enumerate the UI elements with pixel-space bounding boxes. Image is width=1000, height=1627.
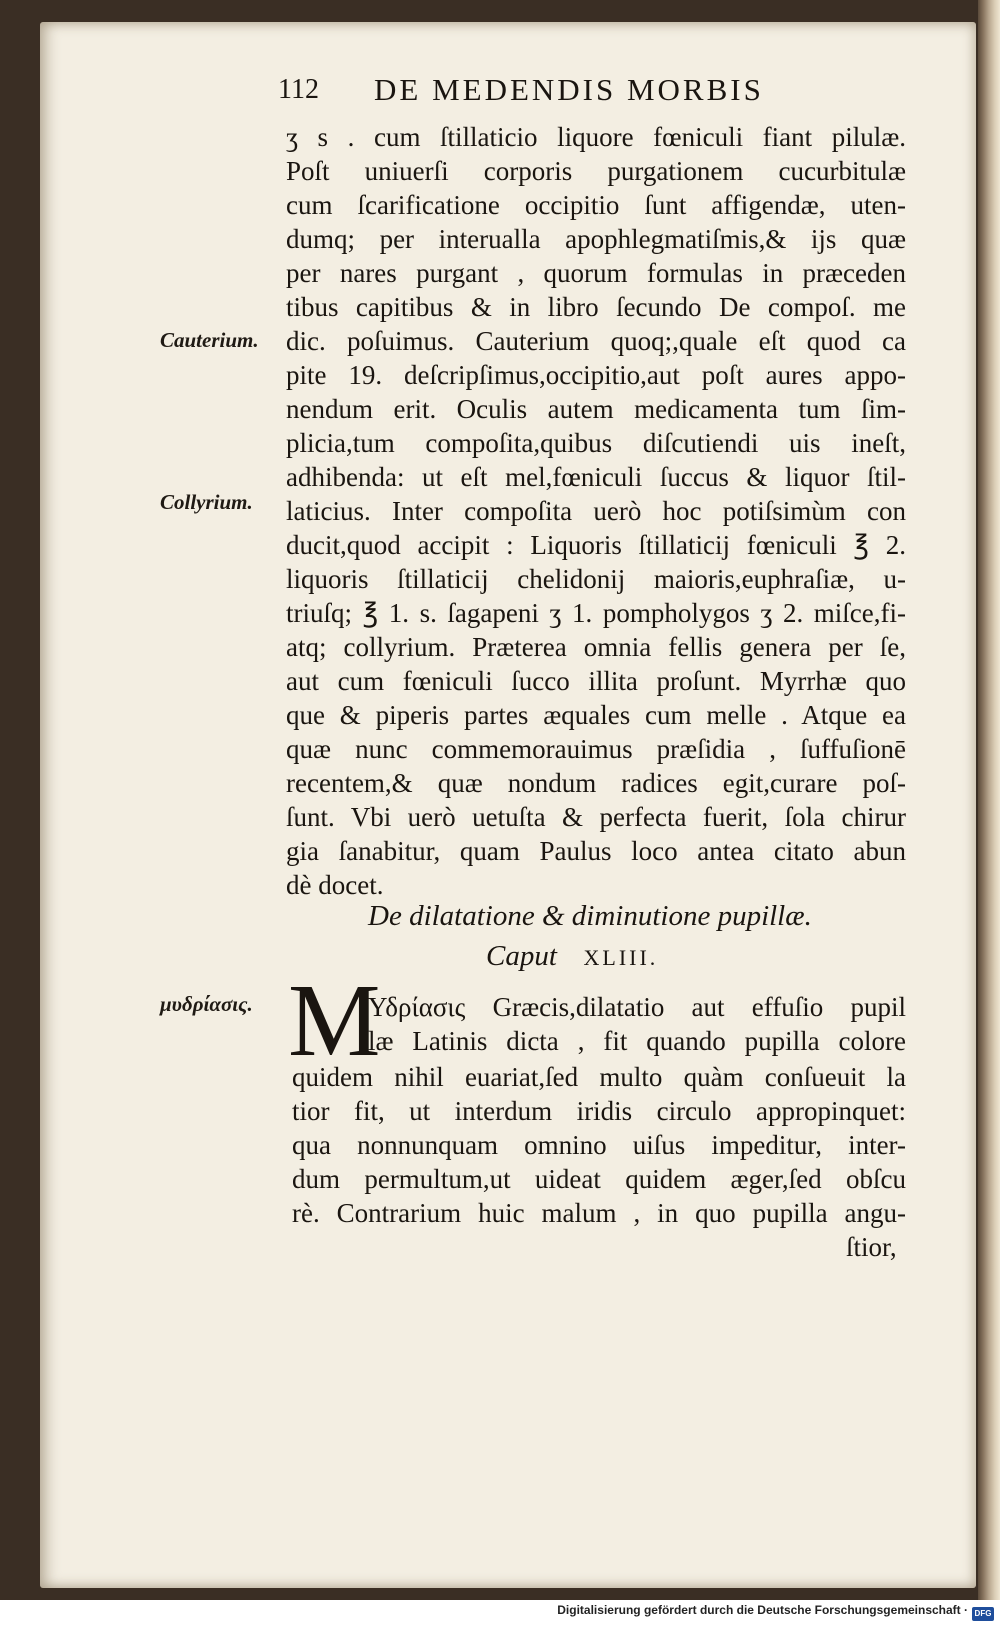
body-line: gia ſanabitur, quam Paulus loco antea citato abun [286,836,906,866]
body-line: dumq; per interualla apophlegmatiſmis,& ijs quæ [286,224,906,254]
chapter-line: Υδρίασις Græcis,dilatatio aut effuſio pupil [368,992,906,1022]
body-line: liquoris ſtillaticij chelidonij maioris,euphraſiæ, u- [286,564,906,594]
chapter-line: læ Latinis dicta , fit quando pupilla colore [368,1026,906,1056]
chapter-line: dum permultum,ut uideat quidem æger,ſed obſcu [292,1164,906,1194]
body-line: dè docet. [286,870,384,900]
chapter-line: rè. Contrarium huic malum , in quo pupilla angu- [292,1198,906,1228]
chapter-line: quidem nihil euariat,ſed multo quàm conſueuit la [292,1062,906,1092]
chapter-line: ſtior, [846,1232,897,1262]
page-number: 112 [278,74,319,105]
body-line: Poſt uniuerſi corporis purgationem cucurbitulæ [286,156,906,186]
body-line: recentem,& quæ nondum radices egit,curare poſ- [286,768,906,798]
body-line: pite 19. deſcripſimus,occipitio,aut poſt aures appo- [286,360,906,390]
drop-cap-initial: M [288,963,381,1078]
body-line: quæ nunc commemorauimus præſidia , ſuffuſionē [286,734,906,764]
body-line: per nares purgant , quorum formulas in præceden [286,258,906,288]
body-line: nendum erit. Oculis autem medicamenta tum ſim- [286,394,906,424]
body-line: aut cum fœniculi ſucco illita proſunt. Myrrhæ quo [286,666,906,696]
margin-note-greek-term: μυδρίασις. [160,992,253,1016]
body-line: triuſq; ℥ 1. s. ſagapeni ʒ 1. pompholygos ʒ 2. miſce,fi- [286,598,906,628]
chapter-line: qua nonnunquam omnino uiſus impeditur, inter- [292,1130,906,1160]
digitization-credit: Digitalisierung gefördert durch die Deutsche Forschungsgemeinschaft · [557,1603,968,1617]
book-edge [978,0,1000,1600]
caput-label: Caput [486,940,557,972]
chapter-title: De dilatatione & diminutione pupillæ. [368,900,812,932]
body-line: cum ſcarificatione occipitio ſunt affigendæ, uten- [286,190,906,220]
dfg-logo: DFG [972,1607,994,1621]
running-head [278,70,818,112]
body-line: adhibenda: ut eſt mel,fœniculi ſuccus & liquor ſtil- [286,462,906,492]
margin-note-cauterium: Cauterium. [160,328,259,352]
body-line: tibus capitibus & in libro ſecundo De compoſ. me [286,292,906,322]
chapter-number [486,940,746,973]
chapter-line: tior fit, ut interdum iridis circulo appropinquet: [292,1096,906,1126]
body-line: que & piperis partes æquales cum melle . Atque ea [286,700,906,730]
body-line: dic. poſuimus. Cauterium quoq;,quale eſt quod ca [286,326,906,356]
margin-note-collyrium: Collyrium. [160,490,253,514]
body-line: ducit,quod accipit : Liquoris ſtillaticij fœniculi ℥ 2. [286,530,906,560]
body-line: ſunt. Vbi uerò uetuſta & perfecta fuerit, ſola chirur [286,802,906,832]
body-line: laticius. Inter compoſita uerò hoc potiſsimùm con [286,496,906,526]
body-line: ʒ s . cum ſtillaticio liquore fœniculi fiant pilulæ. [286,122,906,152]
body-line: plicia,tum compoſita,quibus diſcutiendi uis ineſt, [286,428,906,458]
caput-number: XLIII. [583,945,659,970]
running-title: DE MEDENDIS MORBIS [374,72,764,107]
body-line: atq; collyrium. Præterea omnia fellis genera per ſe, [286,632,906,662]
